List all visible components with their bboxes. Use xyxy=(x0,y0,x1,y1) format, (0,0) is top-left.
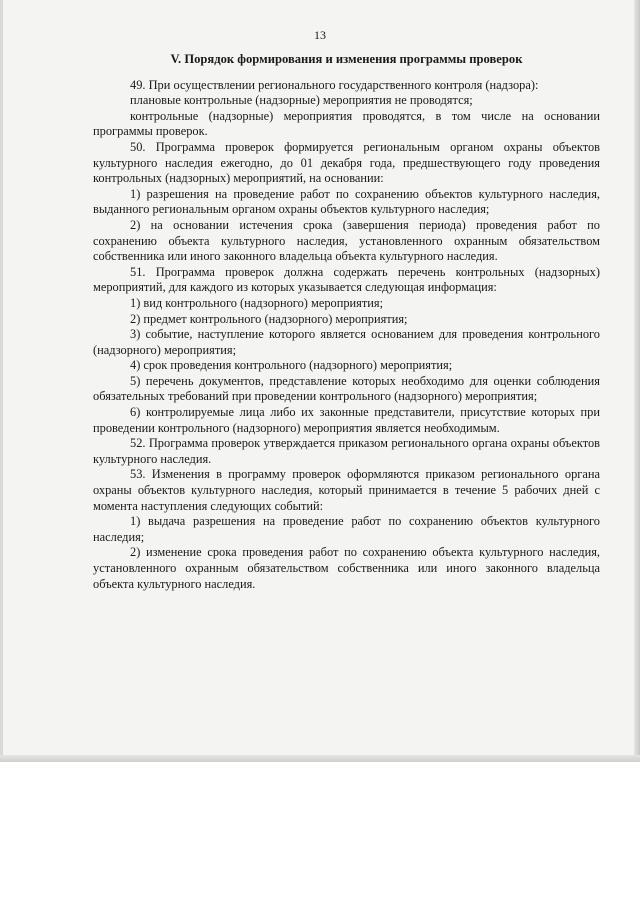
paragraph-51-item-3: 3) событие, наступление которого является основанием для проведения контрольного (надзорного) мероприятия; xyxy=(93,327,600,357)
paragraph-51-item-1: 1) вид контрольного (надзорного) мероприятия; xyxy=(130,295,384,310)
paragraph-52: 52. Программа проверок утверждается приказом регионального органа охраны объектов культурного наследия. xyxy=(93,436,600,466)
paragraph-53-item-2: 2) изменение срока проведения работ по сохранению объекта культурного наследия, установленного охранным обязательством собственника или иного законного владельца объекта культурного наследия. xyxy=(93,545,600,591)
paragraph-49-item-planned: плановые контрольные (надзорные) мероприятия не проводятся; xyxy=(130,93,473,108)
paragraph-53: 53. Изменения в программу проверок оформляются приказом регионального органа охраны объектов культурного наследия, который принимается в течение 5 рабочих дней с момента наступления следующих событий: xyxy=(93,467,600,513)
document-body xyxy=(93,52,600,592)
scan-right-edge xyxy=(634,0,640,762)
paragraph-51-item-2: 2) предмет контрольного (надзорного) мероприятия; xyxy=(130,311,408,326)
paragraph-51-item-4: 4) срок проведения контрольного (надзорного) мероприятия; xyxy=(130,358,453,373)
paragraph-53-item-1: 1) выдача разрешения на проведение работ по сохранению объектов культурного наследия; xyxy=(93,514,600,544)
paragraph-51-item-5: 5) перечень документов, представление которых необходимо для оценки соблюдения обязательных требований при проведении контрольного (надзорного) мероприятия; xyxy=(93,373,600,404)
scan-left-edge xyxy=(0,0,3,762)
scan-bottom-edge xyxy=(0,755,640,762)
paragraph-50-item-2: 2) на основании истечения срока (завершения периода) проведения работ по сохранению объекта культурного наследия, установленного охранным обязательством собственника или иного законного владельца объекта культурного наследия. xyxy=(93,217,600,264)
paragraph-49-item-conducted: контрольные (надзорные) мероприятия проводятся, в том числе на основании программы проверок. xyxy=(93,108,600,139)
paragraph-50-item-1: 1) разрешения на проведение работ по сохранению объектов культурного наследия, выданного региональным органом охраны объектов культурного наследия; xyxy=(93,186,600,217)
page-number: 13 xyxy=(314,28,326,42)
section-title: V. Порядок формирования и изменения программы проверок xyxy=(170,52,523,66)
paragraph-51-item-6: 6) контролируемые лица либо их законные представители, присутствие которых при проведении контрольного (надзорного) мероприятия является необходимым. xyxy=(93,405,600,435)
paragraph-50: 50. Программа проверок формируется региональным органом охраны объектов культурного наследия ежегодно, до 01 декабря года, предшествующего году проведения контрольных (надзорных) мероприятий, на основании: xyxy=(93,139,600,186)
paragraph-51: 51. Программа проверок должна содержать перечень контрольных (надзорных) мероприятий, для каждого из которых указывается следующая информация: xyxy=(93,264,600,295)
paragraph-49: 49. При осуществлении регионального государственного контроля (надзора): xyxy=(130,77,539,92)
